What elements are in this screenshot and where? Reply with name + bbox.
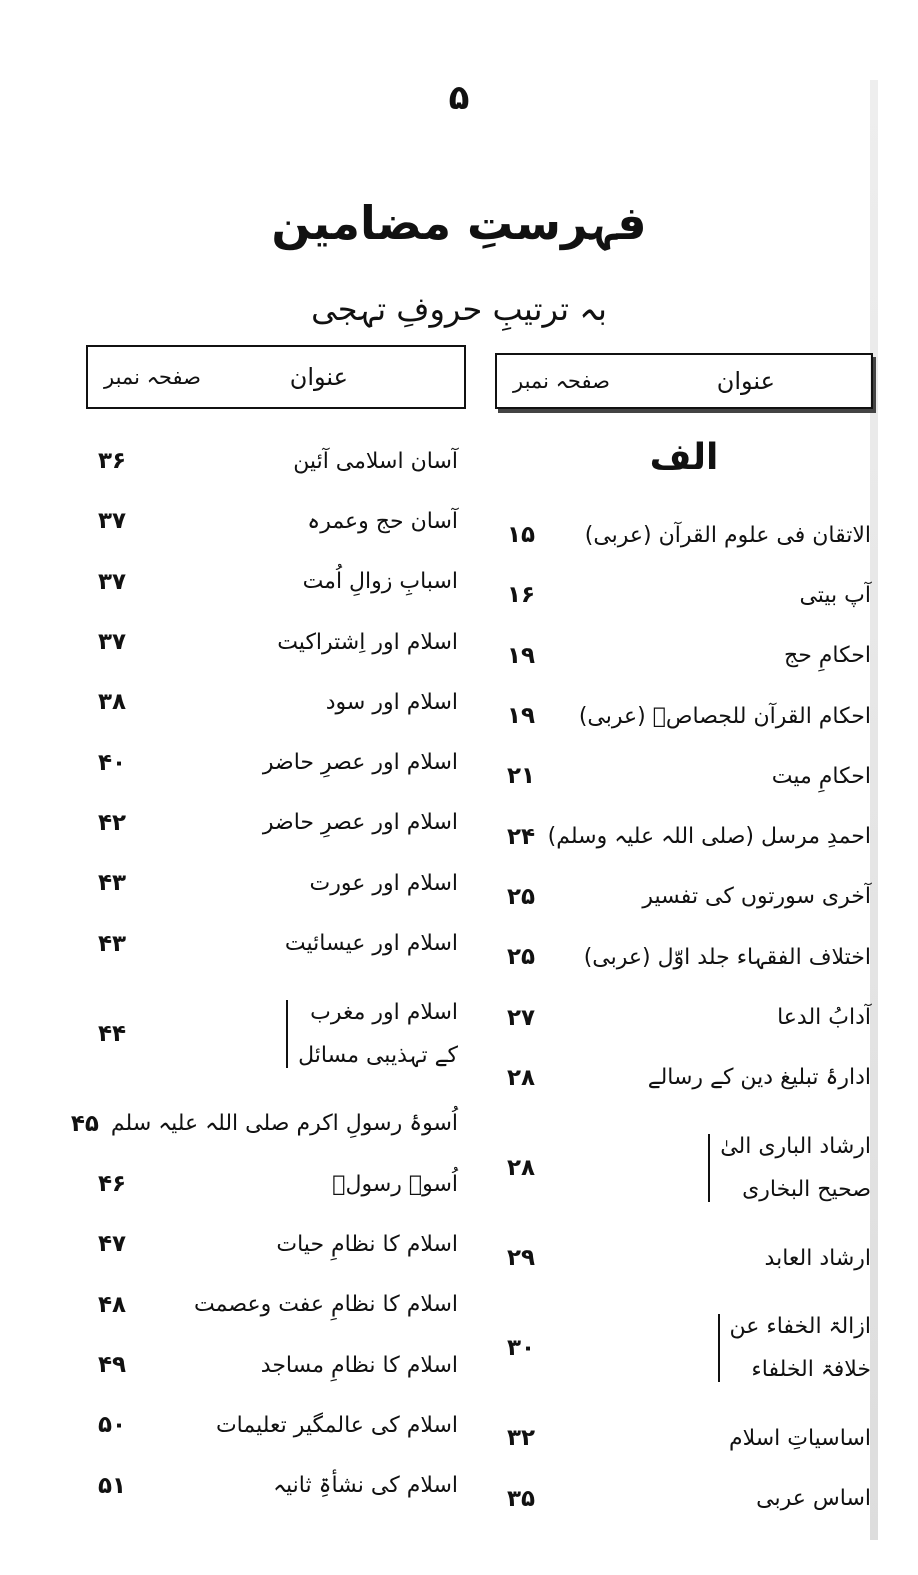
toc-entry[interactable] xyxy=(495,1408,873,1468)
entry-title: احمدِ مرسل (صلی اللہ علیہ وسلم) xyxy=(547,824,871,850)
entry-page: ۳۷ xyxy=(98,629,127,656)
toc-entry[interactable] xyxy=(86,1275,466,1335)
entry-page: ۲۱ xyxy=(507,763,536,790)
entry-title: آدابُ الدعا xyxy=(777,1005,871,1031)
entry-title: اساسیاتِ اسلام xyxy=(728,1425,871,1451)
header-topic-label: عنوان xyxy=(716,367,775,395)
entry-page: ۲۴ xyxy=(507,823,536,850)
toc-entry[interactable] xyxy=(86,491,466,551)
toc-entry[interactable] xyxy=(86,853,466,913)
entry-page: ۴۶ xyxy=(98,1171,127,1198)
entry-page: ۴۰ xyxy=(98,749,127,776)
entry-page: ۵۰ xyxy=(98,1412,127,1439)
entry-page: ۴۴ xyxy=(98,1020,127,1047)
toc-entry[interactable] xyxy=(495,1048,873,1108)
entry-page: ۱۹ xyxy=(507,703,536,730)
toc-entry[interactable] xyxy=(70,1094,466,1154)
entry-page: ۳۸ xyxy=(98,689,127,716)
column-header xyxy=(495,353,873,409)
toc-entry[interactable] xyxy=(86,612,466,672)
entry-page: ۳۰ xyxy=(507,1335,536,1362)
entry-title: آپ بیتی xyxy=(799,582,871,608)
toc-entry[interactable] xyxy=(495,806,873,866)
entry-page: ۴۲ xyxy=(98,809,127,836)
toc-entry[interactable] xyxy=(86,1214,466,1274)
entry-title: اسلام کا نظامِ مساجد xyxy=(260,1352,458,1378)
page-title: فہرستِ مضامین xyxy=(271,196,647,250)
entry-title: اسلام کی عالمگیر تعلیمات xyxy=(215,1412,458,1438)
header-topic-label: عنوان xyxy=(289,363,348,391)
toc-entry-multiline[interactable] xyxy=(495,1108,873,1228)
toc-entry[interactable] xyxy=(495,505,873,565)
page-number: ۵ xyxy=(448,78,470,118)
toc-entry[interactable] xyxy=(86,1335,466,1395)
toc-entry[interactable] xyxy=(86,1154,466,1214)
entry-title: اُسوۂ رسولؐ xyxy=(332,1171,458,1197)
entry-title: اسلام کا نظامِ حیات xyxy=(276,1231,458,1257)
entry-page: ۲۵ xyxy=(507,944,536,971)
toc-list-left xyxy=(70,431,466,1516)
header-page-label: صفحہ نمبر xyxy=(104,365,201,389)
entry-title: احکامِ حج xyxy=(784,643,871,669)
toc-entry[interactable] xyxy=(495,1469,873,1529)
toc-entry[interactable] xyxy=(495,927,873,987)
entry-page: ۳۶ xyxy=(98,448,127,475)
toc-entry[interactable] xyxy=(495,565,873,625)
toc-entry[interactable] xyxy=(495,1228,873,1288)
toc-entry[interactable] xyxy=(86,1395,466,1455)
toc-entry[interactable] xyxy=(495,686,873,746)
entry-page: ۱۹ xyxy=(507,642,536,669)
entry-title-line2: خلافۃ الخلفاء xyxy=(751,1357,871,1383)
toc-entry[interactable] xyxy=(495,867,873,927)
toc-entry[interactable] xyxy=(86,793,466,853)
toc-entry[interactable] xyxy=(495,626,873,686)
toc-list-right xyxy=(495,505,873,1529)
entry-page: ۱۶ xyxy=(507,582,536,609)
entry-title: اسلام اور عصرِ حاضر xyxy=(262,750,458,776)
entry-page: ۳۷ xyxy=(98,568,127,595)
entry-title: آخری سورتوں کی تفسیر xyxy=(642,884,871,910)
toc-entry[interactable] xyxy=(86,913,466,973)
section-letter-alif: الف xyxy=(649,437,719,478)
entry-title-line2: کے تہذیبی مسائل xyxy=(298,1042,458,1068)
entry-page: ۳۷ xyxy=(98,508,127,535)
entry-page: ۴۷ xyxy=(98,1231,127,1258)
entry-page: ۵۱ xyxy=(98,1472,127,1499)
entry-title: الاتقان فی علوم القرآن (عربی) xyxy=(584,522,871,548)
entry-title-line1: اسلام اور مغرب xyxy=(310,999,458,1025)
header-page-label: صفحہ نمبر xyxy=(513,369,610,393)
page-subtitle: بہ ترتیبِ حروفِ تہجی xyxy=(311,290,607,328)
entry-title: اسلام کی نشأۃِ ثانیہ xyxy=(273,1473,458,1499)
entry-title: اُسوۂ رسولِ اکرم صلی اللہ علیہ سلم xyxy=(110,1111,458,1137)
toc-entry[interactable] xyxy=(86,672,466,732)
column-header xyxy=(86,345,466,409)
entry-page: ۴۳ xyxy=(98,930,127,957)
entry-page: ۴۳ xyxy=(98,870,127,897)
entry-page: ۳۲ xyxy=(507,1425,536,1452)
entry-title: اسلام اور عیسائیت xyxy=(284,931,458,957)
toc-entry[interactable] xyxy=(86,1455,466,1515)
entry-title: اسلام اور سود xyxy=(325,689,458,715)
entry-title: اسلام اور عورت xyxy=(309,870,458,896)
entry-page: ۲۹ xyxy=(507,1245,536,1272)
entry-title-multiline xyxy=(718,1314,872,1382)
entry-title: ارشاد العابد xyxy=(764,1245,871,1271)
toc-entry[interactable] xyxy=(86,732,466,792)
entry-page: ۱۵ xyxy=(507,522,536,549)
entry-title: اسلام کا نظامِ عفت وعصمت xyxy=(194,1292,458,1318)
entry-page: ۲۵ xyxy=(507,883,536,910)
entry-page: ۲۷ xyxy=(507,1004,536,1031)
entry-title-multiline xyxy=(286,1000,458,1068)
entry-title: اسبابِ زوالِ اُمت xyxy=(302,569,458,595)
entry-page: ۳۵ xyxy=(507,1485,536,1512)
entry-page: ۴۹ xyxy=(98,1352,127,1378)
toc-column-left xyxy=(70,345,466,1516)
entry-title: آسان حج وعمرہ xyxy=(307,508,458,534)
entry-title: اساس عربی xyxy=(756,1486,871,1512)
entry-title: اسلام اور اِشتراکیت xyxy=(277,629,458,655)
toc-entry[interactable] xyxy=(86,552,466,612)
entry-title-line1: ارشاد الباری الیٰ xyxy=(720,1133,871,1159)
entry-title-multiline xyxy=(708,1134,871,1202)
toc-entry[interactable] xyxy=(495,987,873,1047)
entry-page: ۲۸ xyxy=(507,1154,536,1181)
entry-title: احکام القرآن للجصاصؒ (عربی) xyxy=(578,703,871,729)
entry-page: ۴۸ xyxy=(98,1291,127,1318)
entry-title: ادارۂ تبلیغ دین کے رسالے xyxy=(647,1065,871,1091)
entry-title: اسلام اور عصرِ حاضر xyxy=(262,810,458,836)
toc-entry[interactable] xyxy=(495,746,873,806)
toc-column-right xyxy=(495,353,873,1529)
entry-title: احکامِ میت xyxy=(771,763,871,789)
toc-entry-multiline[interactable] xyxy=(495,1288,873,1408)
toc-entry-multiline[interactable] xyxy=(86,974,466,1094)
entry-title-line2: صحیح البخاری xyxy=(742,1176,871,1202)
entry-title-line1: ازالۃ الخفاء عن xyxy=(729,1314,871,1340)
entry-title: آسان اسلامی آئین xyxy=(293,448,458,474)
entry-title: اختلاف الفقہاء جلد اوّل (عربی) xyxy=(583,944,871,970)
toc-entry[interactable] xyxy=(86,431,466,491)
entry-page: ۴۵ xyxy=(70,1110,99,1137)
entry-page: ۲۸ xyxy=(507,1064,536,1091)
